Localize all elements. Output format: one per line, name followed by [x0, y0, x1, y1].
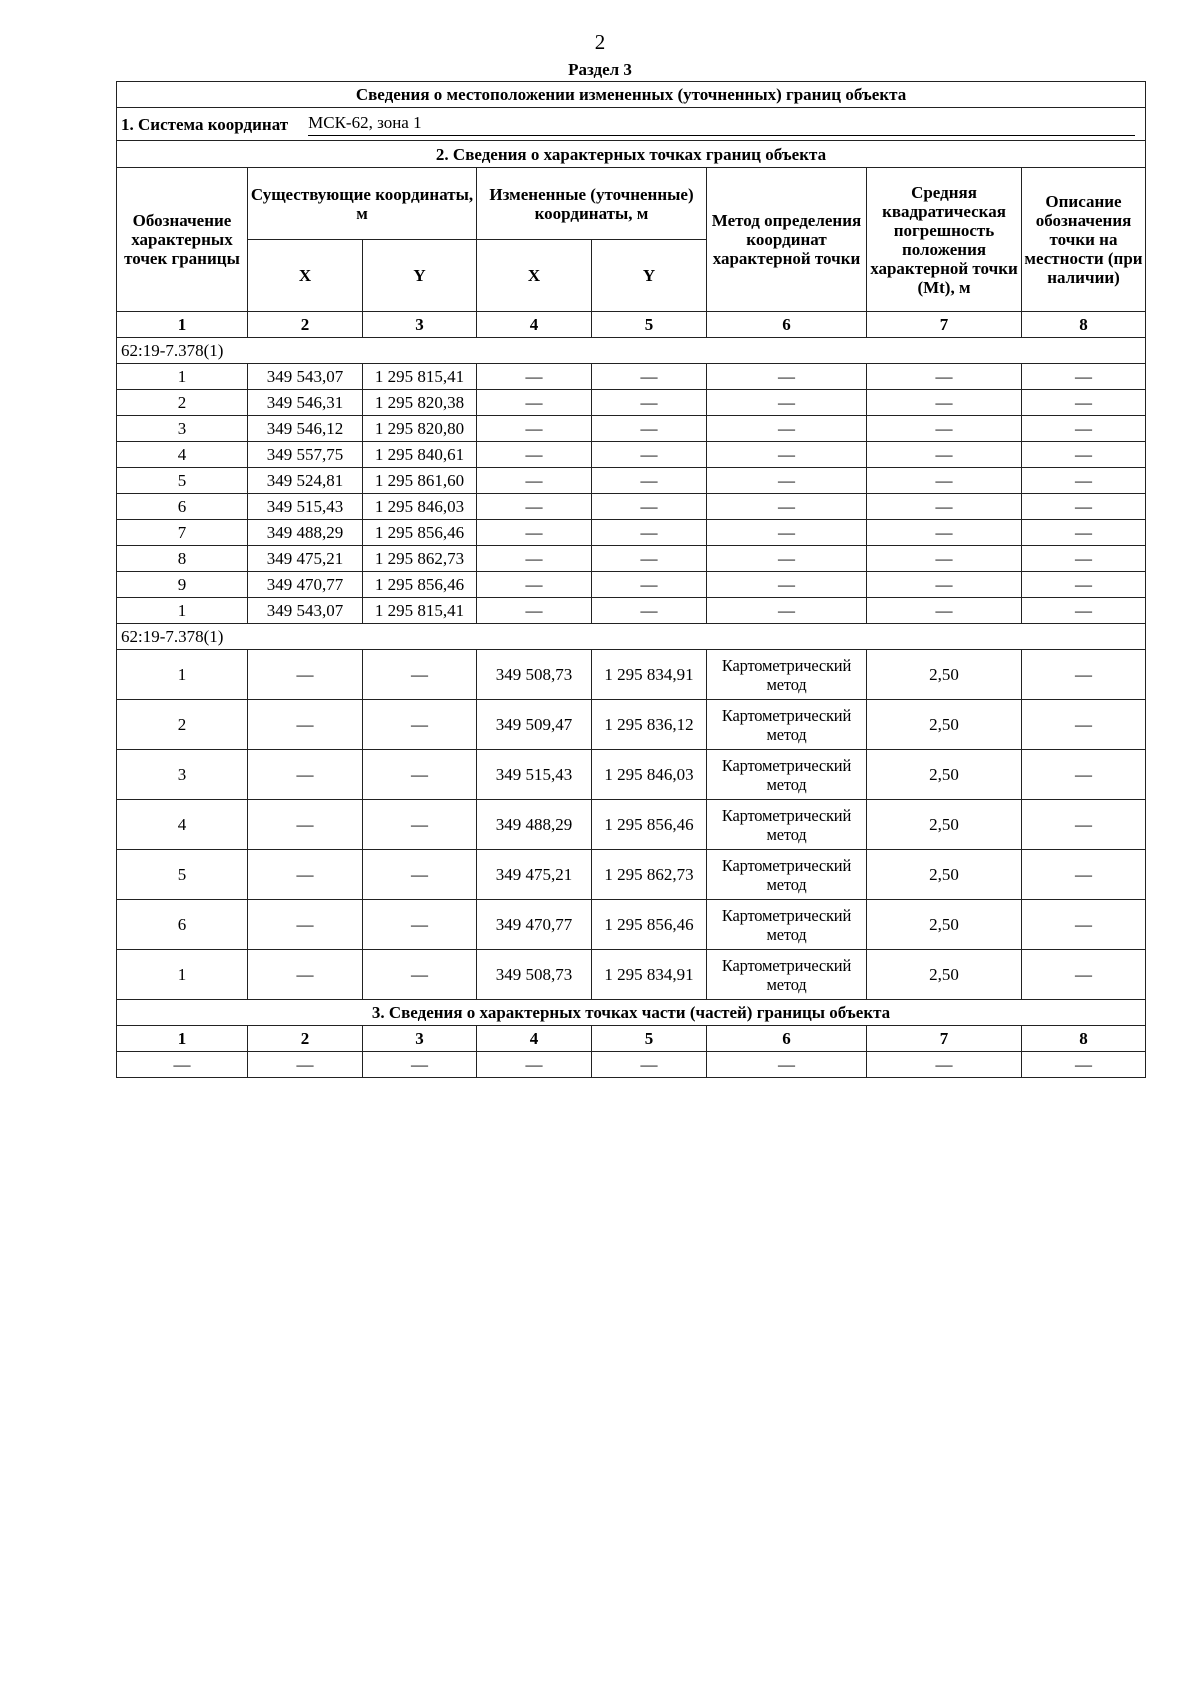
table-row	[117, 364, 1146, 390]
parts-cell: —	[363, 1052, 477, 1078]
header-existing-y: Y	[363, 240, 477, 312]
parts-cell: —	[117, 1052, 248, 1078]
existing-y: —	[363, 850, 477, 900]
parcel-id: 62:19-7.378(1)	[117, 624, 1146, 650]
existing-y: —	[363, 900, 477, 950]
point-number: 1	[117, 950, 248, 1000]
mean-error: —	[867, 572, 1022, 598]
point-number: 7	[117, 520, 248, 546]
description: —	[1022, 520, 1146, 546]
col-number: 1	[117, 312, 248, 338]
section-label: Раздел 3	[568, 60, 632, 79]
changed-x: —	[477, 390, 592, 416]
changed-x: —	[477, 468, 592, 494]
table-row	[117, 900, 1146, 950]
description: —	[1022, 442, 1146, 468]
changed-y: —	[592, 546, 707, 572]
table-row	[117, 1052, 1146, 1078]
method: —	[707, 494, 867, 520]
existing-y: 1 295 815,41	[363, 598, 477, 624]
changed-y: —	[592, 442, 707, 468]
changed-y: 1 295 834,91	[592, 650, 707, 700]
header-existing-x: X	[248, 240, 363, 312]
mean-error: —	[867, 468, 1022, 494]
table-row	[117, 546, 1146, 572]
header-existing-coords: Существующие координаты, м	[248, 168, 477, 240]
changed-x: 349 508,73	[477, 950, 592, 1000]
changed-x: —	[477, 442, 592, 468]
header-description: Описание обозначения точки на местности (при наличии)	[1022, 168, 1146, 312]
point-number: 2	[117, 390, 248, 416]
description: —	[1022, 546, 1146, 572]
changed-x: —	[477, 494, 592, 520]
changed-x: —	[477, 364, 592, 390]
col-number: 3	[363, 1026, 477, 1052]
col-number: 4	[477, 312, 592, 338]
changed-x: —	[477, 598, 592, 624]
changed-y: 1 295 856,46	[592, 800, 707, 850]
existing-y: 1 295 815,41	[363, 364, 477, 390]
table-row	[117, 598, 1146, 624]
description: —	[1022, 572, 1146, 598]
existing-x: 349 557,75	[248, 442, 363, 468]
method: —	[707, 598, 867, 624]
table-title: Сведения о местоположении измененных (уточненных) границ объекта	[117, 82, 1146, 108]
method: Картометрический метод	[707, 950, 867, 1000]
point-number: 1	[117, 650, 248, 700]
mean-error: 2,50	[867, 900, 1022, 950]
parts-cell: —	[867, 1052, 1022, 1078]
changed-x: 349 509,47	[477, 700, 592, 750]
header-designation: Обозначение характерных точек границы	[117, 168, 248, 312]
table-row	[117, 800, 1146, 850]
header-changed-x: X	[477, 240, 592, 312]
existing-x: —	[248, 900, 363, 950]
method: Картометрический метод	[707, 850, 867, 900]
description: —	[1022, 650, 1146, 700]
col-number: 6	[707, 312, 867, 338]
table-row	[117, 520, 1146, 546]
table-row	[117, 442, 1146, 468]
mean-error: —	[867, 364, 1022, 390]
changed-y: —	[592, 390, 707, 416]
point-number: 9	[117, 572, 248, 598]
col-number: 4	[477, 1026, 592, 1052]
method: —	[707, 390, 867, 416]
col-number: 2	[248, 312, 363, 338]
point-number: 1	[117, 364, 248, 390]
table-row	[117, 468, 1146, 494]
mean-error: 2,50	[867, 700, 1022, 750]
boundary-table	[116, 81, 1146, 1078]
description: —	[1022, 364, 1146, 390]
changed-x: 349 470,77	[477, 900, 592, 950]
parts-cell: —	[477, 1052, 592, 1078]
existing-x: 349 475,21	[248, 546, 363, 572]
existing-y: —	[363, 950, 477, 1000]
mean-error: —	[867, 546, 1022, 572]
mean-error: 2,50	[867, 800, 1022, 850]
table-row	[117, 700, 1146, 750]
col-number: 2	[248, 1026, 363, 1052]
parts-cell: —	[707, 1052, 867, 1078]
mean-error: —	[867, 390, 1022, 416]
changed-y: 1 295 836,12	[592, 700, 707, 750]
method: Картометрический метод	[707, 750, 867, 800]
parts-cell: —	[248, 1052, 363, 1078]
changed-x: —	[477, 416, 592, 442]
existing-x: 349 515,43	[248, 494, 363, 520]
existing-x: 349 546,12	[248, 416, 363, 442]
mean-error: 2,50	[867, 850, 1022, 900]
mean-error: —	[867, 442, 1022, 468]
point-number: 3	[117, 750, 248, 800]
parts-section-title: 3. Сведения о характерных точках части (частей) границы объекта	[117, 1000, 1146, 1026]
changed-y: —	[592, 468, 707, 494]
changed-y: 1 295 834,91	[592, 950, 707, 1000]
existing-x: —	[248, 850, 363, 900]
description: —	[1022, 700, 1146, 750]
mean-error: 2,50	[867, 650, 1022, 700]
existing-x: —	[248, 950, 363, 1000]
table-row	[117, 572, 1146, 598]
existing-y: 1 295 856,46	[363, 520, 477, 546]
col-number: 8	[1022, 1026, 1146, 1052]
col-number: 7	[867, 312, 1022, 338]
parts-cell: —	[1022, 1052, 1146, 1078]
point-number: 5	[117, 468, 248, 494]
description: —	[1022, 850, 1146, 900]
changed-x: —	[477, 520, 592, 546]
table-row	[117, 650, 1146, 700]
existing-x: 349 543,07	[248, 598, 363, 624]
changed-y: 1 295 856,46	[592, 900, 707, 950]
col-number: 5	[592, 312, 707, 338]
mean-error: —	[867, 598, 1022, 624]
method: —	[707, 442, 867, 468]
col-number: 3	[363, 312, 477, 338]
changed-y: —	[592, 598, 707, 624]
changed-y: —	[592, 364, 707, 390]
header-error: Средняя квадратическая погрешность положения характерной точки (Mt), м	[867, 168, 1022, 312]
table-row	[117, 750, 1146, 800]
header-changed-y: Y	[592, 240, 707, 312]
point-number: 5	[117, 850, 248, 900]
changed-x: 349 508,73	[477, 650, 592, 700]
description: —	[1022, 390, 1146, 416]
changed-x: —	[477, 572, 592, 598]
description: —	[1022, 416, 1146, 442]
existing-y: —	[363, 650, 477, 700]
changed-x: 349 488,29	[477, 800, 592, 850]
group-label-row	[117, 338, 1146, 364]
method: Картометрический метод	[707, 700, 867, 750]
description: —	[1022, 800, 1146, 850]
existing-y: 1 295 820,38	[363, 390, 477, 416]
col-number: 6	[707, 1026, 867, 1052]
existing-x: —	[248, 800, 363, 850]
method: Картометрический метод	[707, 800, 867, 850]
parts-cell: —	[592, 1052, 707, 1078]
existing-y: 1 295 856,46	[363, 572, 477, 598]
points-section-title: 2. Сведения о характерных точках границ объекта	[117, 141, 1146, 168]
point-number: 4	[117, 442, 248, 468]
method: —	[707, 416, 867, 442]
mean-error: —	[867, 416, 1022, 442]
mean-error: 2,50	[867, 950, 1022, 1000]
header-changed-coords: Измененные (уточненные) координаты, м	[477, 168, 707, 240]
method: —	[707, 572, 867, 598]
col-number: 8	[1022, 312, 1146, 338]
method: Картометрический метод	[707, 650, 867, 700]
changed-x: 349 475,21	[477, 850, 592, 900]
mean-error: —	[867, 494, 1022, 520]
existing-y: 1 295 840,61	[363, 442, 477, 468]
method: Картометрический метод	[707, 900, 867, 950]
header-method: Метод определения координат характерной точки	[707, 168, 867, 312]
existing-y: 1 295 862,73	[363, 546, 477, 572]
changed-y: —	[592, 416, 707, 442]
col-number: 1	[117, 1026, 248, 1052]
coordinate-system-label: 1. Система координат	[121, 114, 289, 134]
point-number: 6	[117, 494, 248, 520]
existing-y: —	[363, 700, 477, 750]
existing-y: —	[363, 800, 477, 850]
parts-column-numbers-row	[117, 1026, 1146, 1052]
parcel-id: 62:19-7.378(1)	[117, 338, 1146, 364]
table-row	[117, 416, 1146, 442]
changed-y: —	[592, 572, 707, 598]
coordinate-system-value: МСК-62, зона 1	[308, 113, 1135, 136]
group-label-row	[117, 624, 1146, 650]
existing-y: 1 295 846,03	[363, 494, 477, 520]
table-row	[117, 850, 1146, 900]
description: —	[1022, 468, 1146, 494]
mean-error: 2,50	[867, 750, 1022, 800]
table-row	[117, 390, 1146, 416]
changed-y: —	[592, 494, 707, 520]
page-number: 2	[594, 30, 606, 54]
description: —	[1022, 900, 1146, 950]
point-number: 8	[117, 546, 248, 572]
existing-x: —	[248, 750, 363, 800]
column-numbers-row	[117, 312, 1146, 338]
table-row	[117, 494, 1146, 520]
changed-y: —	[592, 520, 707, 546]
existing-x: —	[248, 650, 363, 700]
existing-x: 349 470,77	[248, 572, 363, 598]
mean-error: —	[867, 520, 1022, 546]
description: —	[1022, 598, 1146, 624]
existing-x: 349 524,81	[248, 468, 363, 494]
description: —	[1022, 950, 1146, 1000]
col-number: 7	[867, 1026, 1022, 1052]
coordinate-system-row	[117, 108, 1146, 141]
method: —	[707, 468, 867, 494]
col-number: 5	[592, 1026, 707, 1052]
method: —	[707, 520, 867, 546]
changed-y: 1 295 862,73	[592, 850, 707, 900]
existing-y: 1 295 861,60	[363, 468, 477, 494]
existing-x: 349 546,31	[248, 390, 363, 416]
point-number: 4	[117, 800, 248, 850]
description: —	[1022, 494, 1146, 520]
point-number: 2	[117, 700, 248, 750]
existing-x: 349 543,07	[248, 364, 363, 390]
point-number: 6	[117, 900, 248, 950]
method: —	[707, 364, 867, 390]
existing-y: 1 295 820,80	[363, 416, 477, 442]
changed-x: 349 515,43	[477, 750, 592, 800]
changed-y: 1 295 846,03	[592, 750, 707, 800]
existing-x: —	[248, 700, 363, 750]
changed-x: —	[477, 546, 592, 572]
existing-y: —	[363, 750, 477, 800]
point-number: 3	[117, 416, 248, 442]
description: —	[1022, 750, 1146, 800]
method: —	[707, 546, 867, 572]
point-number: 1	[117, 598, 248, 624]
existing-x: 349 488,29	[248, 520, 363, 546]
table-row	[117, 950, 1146, 1000]
